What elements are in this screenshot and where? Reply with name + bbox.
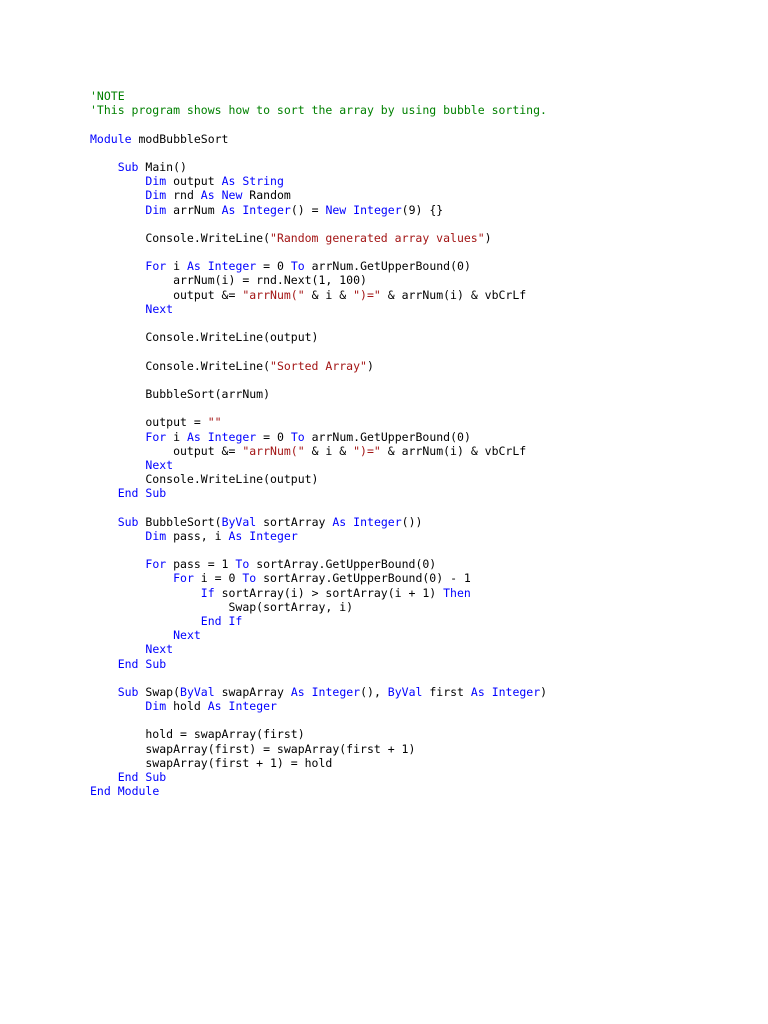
code-text xyxy=(222,699,229,713)
code-text: Console.WriteLine( xyxy=(90,230,271,245)
keyword: Sub xyxy=(117,684,139,699)
code-text xyxy=(90,174,145,188)
code-text xyxy=(90,628,173,642)
keyword: As xyxy=(332,514,347,529)
code-text: ()) xyxy=(401,514,423,529)
code-line xyxy=(90,89,547,103)
comment: 'This program shows how to sort the array by using bubble sorting. xyxy=(90,103,547,118)
keyword: To xyxy=(235,557,250,572)
code-text: sortArray(i) > sortArray(i + 1) xyxy=(214,585,444,600)
string-literal: ")=" xyxy=(353,287,381,302)
code-text xyxy=(215,188,222,202)
code-text xyxy=(90,188,145,202)
code-text: ) xyxy=(366,358,374,373)
keyword: As xyxy=(186,429,201,444)
comment: 'NOTE xyxy=(90,89,125,103)
code-text xyxy=(90,486,118,500)
keyword: For xyxy=(145,557,167,572)
code-line xyxy=(90,515,547,529)
string-literal: "Random generated array values" xyxy=(270,230,485,245)
keyword: Next xyxy=(173,628,201,643)
code-line xyxy=(90,628,547,642)
code-line xyxy=(90,245,547,259)
keyword: ByVal xyxy=(180,684,215,699)
keyword: New xyxy=(221,188,243,203)
code-line xyxy=(90,259,547,273)
keyword: Sub xyxy=(117,514,139,529)
code-line xyxy=(90,103,547,117)
keyword: Sub xyxy=(145,656,167,671)
code-line xyxy=(90,174,547,188)
code-text: first xyxy=(422,684,471,699)
code-text xyxy=(90,160,118,174)
code-text xyxy=(90,458,145,472)
keyword: As xyxy=(290,684,305,699)
keyword: As xyxy=(221,202,236,217)
code-text: sortArray xyxy=(256,514,333,529)
keyword: As xyxy=(200,188,215,203)
code-text xyxy=(90,586,201,600)
code-text: swapArray(first) = swapArray(first + 1) xyxy=(90,741,416,756)
code-text: & arrNum(i) & vbCrLf xyxy=(380,443,527,458)
code-line xyxy=(90,203,547,217)
code-line xyxy=(90,557,547,571)
code-line xyxy=(90,713,547,727)
code-text: Console.WriteLine(output) xyxy=(90,472,319,487)
code-text: Console.WriteLine(output) xyxy=(90,330,319,345)
code-text: swapArray xyxy=(214,684,291,699)
code-text: modBubbleSort xyxy=(131,131,229,146)
code-line xyxy=(90,671,547,685)
keyword: Dim xyxy=(145,188,167,203)
code-line xyxy=(90,430,547,444)
code-line xyxy=(90,586,547,600)
keyword: If xyxy=(200,585,215,600)
keyword: Then xyxy=(443,585,471,600)
keyword: Dim xyxy=(145,699,167,714)
keyword: Sub xyxy=(145,486,167,501)
keyword: End xyxy=(117,770,139,784)
code-line xyxy=(90,699,547,713)
code-text: BubbleSort( xyxy=(138,514,222,529)
keyword: Module xyxy=(90,131,132,146)
code-line xyxy=(90,571,547,585)
keyword: For xyxy=(145,259,167,274)
code-line xyxy=(90,302,547,316)
code-text: arrNum.GetUpperBound(0) xyxy=(304,259,471,274)
code-line xyxy=(90,727,547,741)
code-text: ) xyxy=(540,684,548,699)
keyword: Integer xyxy=(242,202,291,217)
code-text: output &= xyxy=(90,287,243,302)
code-line xyxy=(90,614,547,628)
code-text: Console.WriteLine( xyxy=(90,358,271,373)
code-text xyxy=(90,657,118,671)
code-line xyxy=(90,784,547,798)
code-text: output = xyxy=(90,415,208,430)
keyword: As xyxy=(207,699,222,714)
code-text: sortArray.GetUpperBound(0) xyxy=(249,557,437,572)
code-text: BubbleSort(arrNum) xyxy=(90,386,271,401)
code-line xyxy=(90,415,547,429)
keyword: As xyxy=(228,528,243,543)
code-text: hold = swapArray(first) xyxy=(90,727,305,742)
code-text xyxy=(90,699,145,713)
keyword: Integer xyxy=(207,429,257,444)
code-line xyxy=(90,117,547,131)
keyword: Sub xyxy=(145,770,167,784)
code-text: (9) {} xyxy=(401,202,444,217)
code-text: i xyxy=(166,429,187,444)
code-text: rnd xyxy=(166,188,201,203)
code-line xyxy=(90,500,547,514)
code-line xyxy=(90,373,547,387)
code-line xyxy=(90,685,547,699)
code-text xyxy=(201,259,208,273)
code-text xyxy=(90,430,145,444)
code-line xyxy=(90,217,547,231)
code-text: & i & xyxy=(304,287,354,302)
code-text xyxy=(90,770,118,784)
keyword: To xyxy=(242,571,257,586)
code-line xyxy=(90,529,547,543)
keyword: New xyxy=(325,202,347,217)
code-text: = 0 xyxy=(256,429,291,444)
code-text xyxy=(305,685,312,699)
string-literal: "arrNum(" xyxy=(242,287,305,302)
keyword: Next xyxy=(145,642,174,657)
code-text xyxy=(90,642,145,656)
keyword: Integer xyxy=(353,514,402,529)
code-text: & i & xyxy=(304,443,354,458)
code-line xyxy=(90,486,547,500)
code-text: i xyxy=(166,259,187,274)
code-line xyxy=(90,543,547,557)
keyword: ByVal xyxy=(221,514,257,529)
code-line xyxy=(90,600,547,614)
code-text: output &= xyxy=(90,443,243,458)
code-line xyxy=(90,330,547,344)
keyword: Integer xyxy=(249,528,298,543)
code-line xyxy=(90,770,547,784)
code-line xyxy=(90,132,547,146)
keyword: End xyxy=(117,486,139,501)
code-text xyxy=(90,259,145,273)
code-text xyxy=(201,430,208,444)
code-text: ) xyxy=(484,230,492,245)
string-literal: ")=" xyxy=(353,443,381,458)
code-text xyxy=(90,614,201,628)
code-line xyxy=(90,288,547,302)
keyword: Next xyxy=(145,301,174,316)
code-line xyxy=(90,188,547,202)
code-text: Main() xyxy=(138,159,187,174)
code-text: swapArray(first + 1) = hold xyxy=(90,755,333,770)
keyword: Dim xyxy=(145,202,167,217)
code-text: Swap(sortArray, i) xyxy=(90,599,354,614)
code-line xyxy=(90,444,547,458)
code-text: = 0 xyxy=(256,259,291,274)
code-text xyxy=(90,302,145,316)
code-line xyxy=(90,359,547,373)
code-text: Random xyxy=(242,188,291,203)
keyword: Integer xyxy=(228,699,277,714)
code-text xyxy=(90,529,145,543)
code-line xyxy=(90,160,547,174)
keyword: Next xyxy=(145,457,174,472)
code-text: pass = 1 xyxy=(166,557,236,572)
code-line xyxy=(90,642,547,656)
keyword: Integer xyxy=(207,259,257,274)
keyword: For xyxy=(145,429,167,444)
keyword: String xyxy=(242,174,284,189)
code-text xyxy=(485,685,492,699)
code-text: & arrNum(i) & vbCrLf xyxy=(380,287,527,302)
keyword: End xyxy=(90,784,111,799)
keyword: As xyxy=(186,259,201,274)
keyword: If xyxy=(228,613,243,628)
keyword: To xyxy=(290,429,305,444)
code-text xyxy=(90,515,118,529)
code-line xyxy=(90,657,547,671)
keyword: Dim xyxy=(145,174,167,189)
code-line xyxy=(90,273,547,287)
code-line xyxy=(90,756,547,770)
code-line xyxy=(90,742,547,756)
code-line xyxy=(90,387,547,401)
code-line xyxy=(90,231,547,245)
keyword: Integer xyxy=(491,684,541,699)
keyword: Sub xyxy=(117,159,139,174)
keyword: Integer xyxy=(311,684,361,699)
code-text: arrNum.GetUpperBound(0) xyxy=(304,429,471,444)
code-listing xyxy=(90,89,547,798)
code-text xyxy=(111,784,118,798)
code-text: i = 0 xyxy=(193,571,243,586)
keyword: Dim xyxy=(145,528,167,543)
code-text xyxy=(90,557,145,571)
keyword: As xyxy=(470,684,485,699)
code-text xyxy=(90,685,118,699)
code-text xyxy=(90,571,173,585)
code-line xyxy=(90,458,547,472)
code-text: () = xyxy=(290,202,326,217)
code-line xyxy=(90,401,547,415)
string-literal: "" xyxy=(207,415,222,430)
code-line xyxy=(90,146,547,160)
keyword: For xyxy=(173,571,194,586)
code-line xyxy=(90,344,547,358)
code-text: pass, i xyxy=(166,528,229,543)
string-literal: "Sorted Array" xyxy=(270,358,367,373)
code-line xyxy=(90,472,547,486)
keyword: ByVal xyxy=(387,684,423,699)
keyword: To xyxy=(290,259,305,274)
code-text xyxy=(90,203,145,217)
keyword: As xyxy=(221,174,236,189)
code-text: arrNum xyxy=(166,202,222,217)
keyword: Module xyxy=(117,784,160,799)
code-text: output xyxy=(166,174,222,189)
keyword: End xyxy=(200,613,222,628)
code-text: hold xyxy=(166,699,208,714)
keyword: End xyxy=(117,656,139,671)
code-text xyxy=(222,614,229,628)
code-line xyxy=(90,316,547,330)
keyword: Integer xyxy=(353,202,402,217)
code-text: Swap( xyxy=(138,684,181,699)
string-literal: "arrNum(" xyxy=(242,443,305,458)
code-text: (), xyxy=(360,684,388,699)
code-text: arrNum(i) = rnd.Next(1, 100) xyxy=(90,273,367,288)
code-text: sortArray.GetUpperBound(0) - 1 xyxy=(256,571,471,586)
